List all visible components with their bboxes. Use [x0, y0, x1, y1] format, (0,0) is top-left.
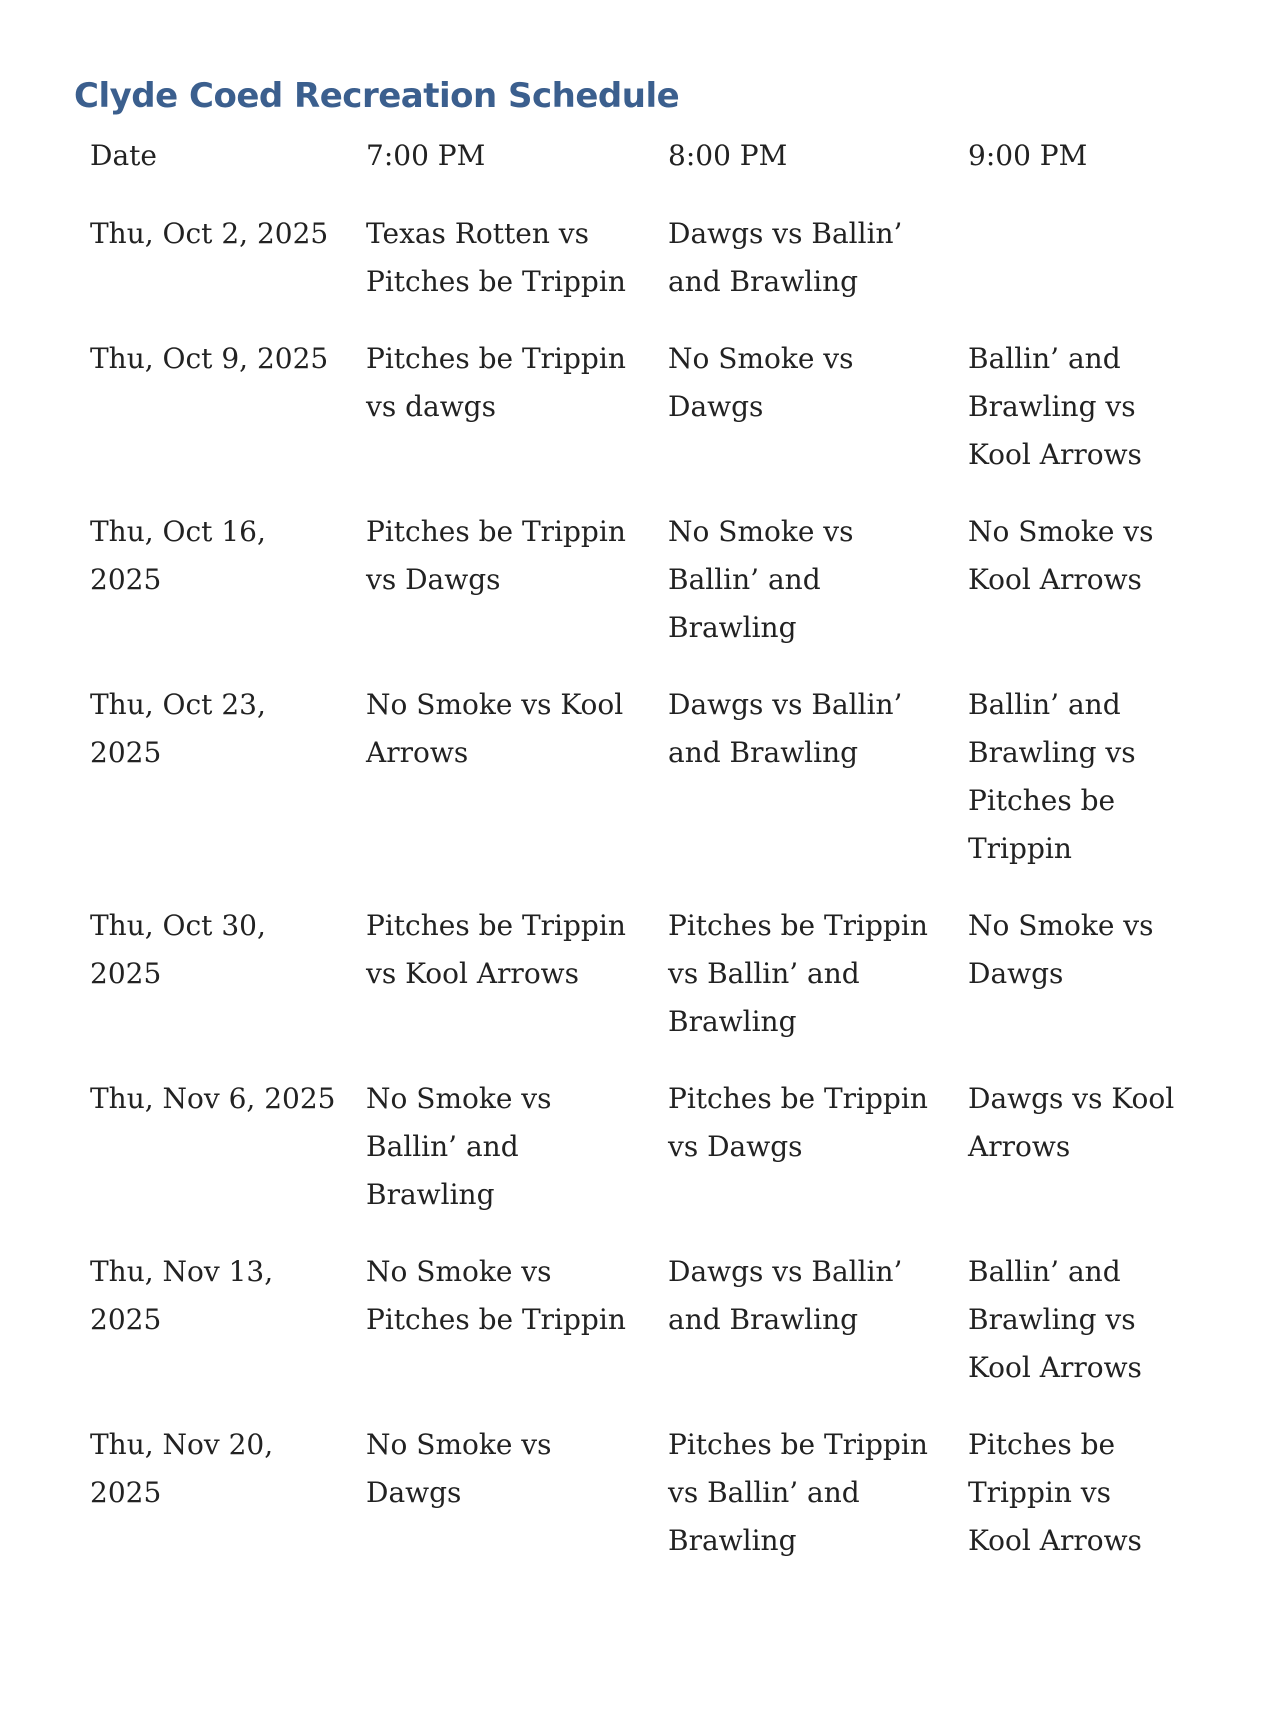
table-row — [82, 902, 1202, 1075]
game-cell-9pm — [960, 210, 1202, 335]
game-cell-7pm: Texas Rotten vs Pitches be Trippin — [366, 217, 626, 298]
header-7pm: 7:00 PM — [366, 139, 486, 172]
game-cell-9pm: No Smoke vs Dawgs — [968, 909, 1154, 990]
game-cell-7pm: No Smoke vs Kool Arrows — [366, 688, 624, 769]
table-row — [82, 335, 1202, 508]
game-cell-7pm: Pitches be Trippin vs Dawgs — [366, 515, 626, 596]
game-cell-8pm: Pitches be Trippin vs Ballin’ and Brawling — [668, 1428, 928, 1557]
game-cell-8pm: No Smoke vs Dawgs — [668, 342, 854, 423]
date-cell: Thu, Oct 9, 2025 — [90, 342, 329, 375]
table-row — [82, 681, 1202, 902]
game-cell-9pm: Pitches be Trippin vs Kool Arrows — [968, 1428, 1142, 1557]
game-cell-9pm: No Smoke vs Kool Arrows — [968, 515, 1154, 596]
table-row — [82, 1248, 1202, 1421]
header-row — [82, 132, 1202, 210]
game-cell-7pm: No Smoke vs Pitches be Trippin — [366, 1255, 626, 1336]
document-title: Clyde Coed Recreation Schedule — [74, 76, 680, 116]
game-cell-9pm: Ballin’ and Brawling vs Kool Arrows — [968, 1255, 1142, 1384]
date-cell: Thu, Oct 23, 2025 — [90, 688, 266, 769]
schedule-table — [82, 132, 1202, 1594]
game-cell-8pm: Dawgs vs Ballin’ and Brawling — [668, 688, 903, 769]
date-cell: Thu, Oct 30, 2025 — [90, 909, 266, 990]
table-row — [82, 508, 1202, 681]
game-cell-9pm: Ballin’ and Brawling vs Kool Arrows — [968, 342, 1142, 471]
header-8pm: 8:00 PM — [668, 139, 788, 172]
game-cell-7pm: No Smoke vs Dawgs — [366, 1428, 552, 1509]
table-row — [82, 210, 1202, 335]
header-date: Date — [90, 139, 157, 172]
game-cell-8pm: Dawgs vs Ballin’ and Brawling — [668, 217, 903, 298]
date-cell: Thu, Nov 13, 2025 — [90, 1255, 274, 1336]
header-9pm: 9:00 PM — [968, 139, 1088, 172]
game-cell-8pm: Pitches be Trippin vs Ballin’ and Brawling — [668, 909, 928, 1038]
date-cell: Thu, Oct 2, 2025 — [90, 217, 329, 250]
date-cell: Thu, Nov 20, 2025 — [90, 1428, 274, 1509]
game-cell-9pm: Dawgs vs Kool Arrows — [968, 1082, 1175, 1163]
date-cell: Thu, Oct 16, 2025 — [90, 515, 266, 596]
table-row — [82, 1075, 1202, 1248]
table-row — [82, 1421, 1202, 1594]
game-cell-8pm: Dawgs vs Ballin’ and Brawling — [668, 1255, 903, 1336]
game-cell-7pm: Pitches be Trippin vs Kool Arrows — [366, 909, 626, 990]
game-cell-8pm: No Smoke vs Ballin’ and Brawling — [668, 515, 854, 644]
date-cell: Thu, Nov 6, 2025 — [90, 1082, 336, 1115]
game-cell-7pm: No Smoke vs Ballin’ and Brawling — [366, 1082, 552, 1211]
game-cell-7pm: Pitches be Trippin vs dawgs — [366, 342, 626, 423]
game-cell-9pm: Ballin’ and Brawling vs Pitches be Trippin — [968, 688, 1136, 865]
game-cell-8pm: Pitches be Trippin vs Dawgs — [668, 1082, 928, 1163]
